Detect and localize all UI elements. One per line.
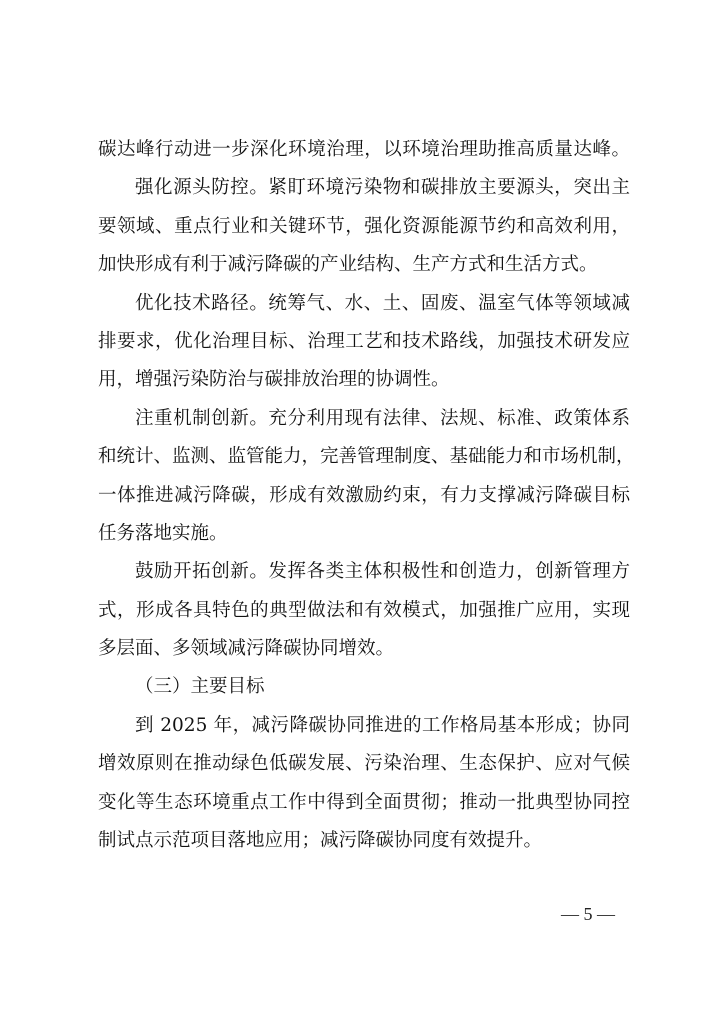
text-line: 制试点示范项目落地应用；减污降碳协同度有效提升。 [98, 830, 543, 852]
paragraph-heading-line: 优化技术路径。统筹气、水、土、固废、温室气体等领域减 [135, 292, 630, 314]
text-line: 增效原则在推动绿色低碳发展、污染治理、生态保护、应对气候 [98, 753, 630, 775]
text-line: 变化等生态环境重点工作中得到全面贯彻；推动一批典型协同控 [98, 791, 630, 813]
paragraph-heading-line: 注重机制创新。充分利用现有法律、法规、标准、政策体系 [135, 407, 630, 429]
text-line: 任务落地实施。 [98, 522, 228, 544]
paragraph-heading-line: 到 2025 年，减污降碳协同推进的工作格局基本形成；协同 [135, 714, 630, 736]
section-heading: （三）主要目标 [135, 676, 265, 698]
text-line: 用，增强污染防治与碳排放治理的协调性。 [98, 369, 450, 391]
text-line: 一体推进减污降碳，形成有效激励约束，有力支撑减污降碳目标 [98, 484, 630, 506]
paragraph-heading-line: 鼓励开拓创新。发挥各类主体积极性和创造力，创新管理方 [135, 561, 630, 583]
text-line: 加快形成有利于减污降碳的产业结构、生产方式和生活方式。 [98, 254, 598, 276]
text-line: 和统计、监测、监管能力，完善管理制度、基础能力和市场机制， [98, 446, 635, 468]
text-line: 要领域、重点行业和关键环节，强化资源能源节约和高效利用， [98, 215, 630, 237]
text-line: 排要求，优化治理目标、治理工艺和技术路线，加强技术研发应 [98, 330, 630, 352]
document-body [98, 131, 635, 860]
page-number: — 5 — [561, 904, 615, 924]
paragraph-heading-line: 强化源头防控。紧盯环境污染物和碳排放主要源头，突出主 [135, 177, 630, 199]
text-line: 碳达峰行动进一步深化环境治理，以环境治理助推高质量达峰。 [98, 139, 630, 160]
text-line: 式，形成各具特色的典型做法和有效模式，加强推广应用，实现 [98, 599, 630, 621]
text-line: 多层面、多领域减污降碳协同增效。 [98, 638, 395, 660]
